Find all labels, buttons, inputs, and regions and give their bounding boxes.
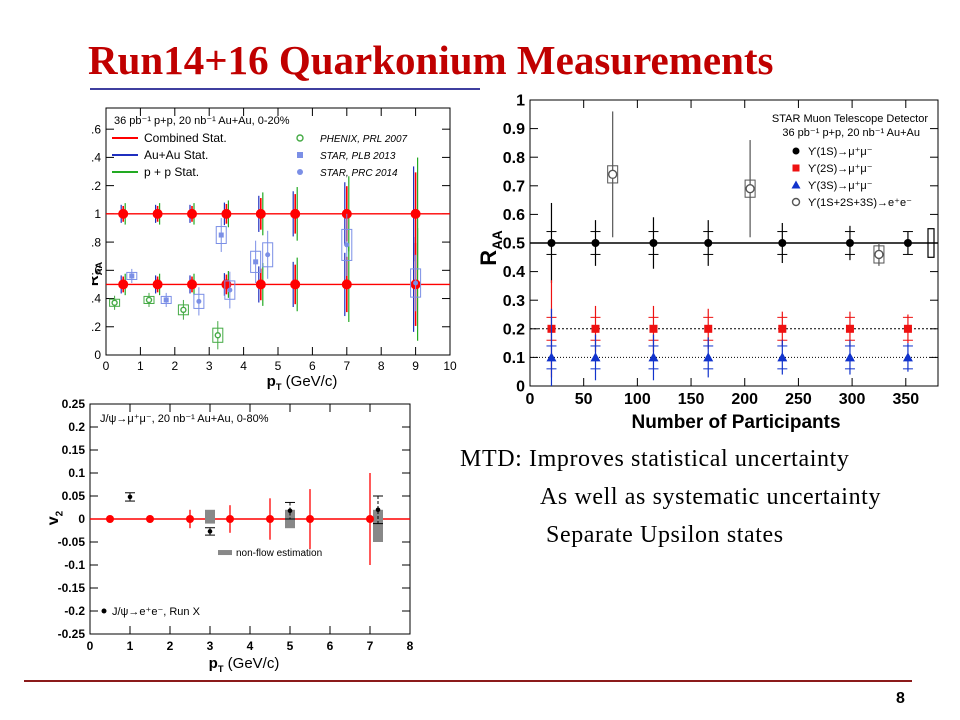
y-tick-label: 0.2 [68,420,85,435]
data-point [904,239,912,247]
plot-frame [106,108,450,355]
y-tick-label: -0.05 [57,535,85,550]
data-point [226,515,234,523]
data-point [846,239,854,247]
legend-label: PHENIX, PRL 2007 [320,134,408,145]
combined-point [256,279,266,289]
y-tick-label: 0.05 [61,489,85,504]
y-tick-label: 0 [516,378,525,396]
data-point [746,185,754,193]
data-point [253,259,258,264]
y-tick-label: 0.2 [502,321,525,339]
data-point [649,239,657,247]
x-tick-label: 3 [205,359,213,373]
x-tick-label: 300 [838,391,866,408]
x-axis-title: $p_T$ (GeV/c) [266,373,338,392]
y-tick-label: 4 [94,150,101,165]
legend-swatch [793,148,800,155]
combined-point [118,279,128,289]
x-tick-label: 9 [412,359,419,373]
x-tick-label: 6 [326,639,334,653]
y-tick-label: 0.1 [502,350,525,367]
run-x-swatch [102,609,107,614]
x-axis-title: Number of Participants [631,412,841,433]
legend-swatch [793,165,800,172]
y-tick-label: -0.25 [57,627,85,642]
data-point [146,515,154,523]
non-flow-label: non-flow estimation [236,548,323,560]
data-point [306,515,314,523]
legend-label: ϒ(3S)→μ⁺μ⁻ [808,180,873,192]
y-tick-label: 2 [94,178,101,193]
x-tick-label: 5 [274,359,282,373]
combined-point [187,209,197,219]
data-point [147,297,152,302]
combined-point [342,279,352,289]
x-tick-label: 4 [240,359,247,373]
legend-label: STAR, PRC 2014 [320,168,398,179]
data-point [215,333,220,338]
x-tick-label: 8 [406,639,414,653]
combined-point [411,209,421,219]
y-tick-label: 0.4 [502,264,525,282]
legend-swatch [793,199,800,206]
x-tick-label: 1 [126,639,134,653]
data-point [208,529,213,534]
y-tick-label: 0.15 [61,443,85,458]
combined-point [118,209,128,219]
note-line-2: As well as systematic uncertainty [540,484,882,510]
raa-vs-npart-chart [480,88,946,436]
combined-point [290,279,300,289]
y-axis-title: AA [94,261,105,276]
y-tick-label: 0.25 [61,398,85,412]
x-tick-label: 0 [525,391,535,408]
y-axis-title: $v_2$ [45,510,66,526]
data-point [366,515,374,523]
data-point [227,288,232,293]
data-point [591,325,599,333]
y-tick-label: 0.3 [502,292,525,310]
x-tick-label: 150 [677,391,705,408]
data-point [704,239,712,247]
data-point [704,325,712,333]
raa-vs-npart-plot [480,88,946,436]
y-tick-label: 0.6 [502,207,525,224]
x-tick-label: 6 [309,359,316,373]
x-axis-title: $p_T$ (GeV/c) [208,655,280,674]
x-tick-label: 8 [377,359,385,373]
data-point [344,242,349,247]
legend-label: Au+Au Stat. [144,148,209,162]
data-point [164,297,169,302]
legend-swatch [297,152,303,158]
chart-header: J/ψ→μ⁺μ⁻, 20 nb⁻¹ Au+Au, 0-80% [100,413,269,425]
note-line-3: Separate Upsilon states [546,522,784,548]
data-point [219,233,224,238]
x-tick-label: 4 [246,639,254,653]
y-tick-label: -0.2 [64,604,85,619]
data-point [181,307,186,312]
run-x-label: J/ψ→e⁺e⁻, Run X [112,606,200,618]
data-point [591,239,599,247]
combined-point [256,209,266,219]
legend-label: p + p Stat. [144,165,200,179]
y-tick-label: 0.9 [502,121,525,139]
x-tick-label: 0 [86,639,94,653]
data-point [904,325,912,333]
raa-vs-pt-plot [92,96,462,392]
x-tick-label: 350 [892,391,920,408]
x-tick-label: 0 [102,359,110,373]
data-point [649,325,657,333]
legend-swatch [297,135,303,141]
y-axis-title: AA [490,230,506,250]
x-tick-label: 2 [171,359,179,373]
y-tick-label: 1 [94,207,101,222]
x-tick-label: 7 [366,639,374,653]
legend-label: ϒ(1S+2S+3S)→e⁺e⁻ [808,197,912,209]
y-tick-label: 0.5 [502,235,525,253]
data-point [413,281,418,286]
data-point [846,325,854,333]
combined-point [221,209,231,219]
y-tick-label: 0.1 [68,466,85,481]
raa-vs-pt-chart [92,96,462,392]
data-point [875,250,883,258]
combined-point [187,279,197,289]
y-tick-label: -0.1 [64,558,85,573]
combined-point [153,279,163,289]
v2-vs-pt-chart [44,398,424,674]
x-tick-label: 100 [624,391,651,408]
y-tick-label: 4 [94,291,101,306]
x-tick-label: 200 [731,391,759,408]
data-point [129,273,134,278]
non-flow-bar [373,510,383,542]
x-tick-label: 1 [137,359,144,373]
x-tick-label: 10 [443,359,457,373]
legend-label: STAR, PLB 2013 [320,151,396,162]
x-tick-label: 250 [785,391,812,408]
chart-header-line: STAR Muon Telescope Detector [771,113,928,125]
x-tick-label: 2 [166,639,174,653]
v2-vs-pt-plot [44,398,424,674]
note-line-1: MTD: Improves statistical uncertainty [460,446,850,472]
y-tick-label: -0.15 [57,581,85,596]
x-tick-label: 50 [574,391,593,408]
legend-label: ϒ(1S)→μ⁺μ⁻ [808,146,873,158]
data-point [609,170,617,178]
y-tick-label: 6 [94,263,101,278]
data-point [266,515,274,523]
y-tick-label: 8 [94,235,101,250]
y-tick-label: 0 [78,512,85,527]
data-point [106,515,114,523]
y-tick-label: 1 [516,92,525,110]
legend-swatch [297,169,303,175]
x-tick-label: 7 [343,359,351,373]
non-flow-swatch [218,550,232,555]
page-number: 8 [896,690,905,707]
data-point [376,508,381,513]
combined-point [153,209,163,219]
x-tick-label: 3 [206,639,214,653]
data-point [112,300,117,305]
data-point [778,239,786,247]
data-point [265,252,270,257]
legend-label: Combined Stat. [144,131,227,145]
y-tick-label: 6 [94,122,101,137]
data-point [547,239,555,247]
data-point [288,508,293,513]
y-tick-label: 0.8 [502,149,525,167]
non-flow-bar [205,510,215,524]
y-tick-label: 0.7 [502,178,525,196]
x-tick-label: 5 [286,639,294,653]
data-point [186,515,194,523]
y-tick-label: 0 [94,348,101,363]
footer-rule [24,680,912,682]
data-point [778,325,786,333]
combined-point [290,209,300,219]
data-point [196,299,201,304]
y-tick-label: 2 [94,319,101,334]
slide-title: Run14+16 Quarkonium Measurements [88,37,774,83]
chart-header-line: 36 pb⁻¹ p+p, 20 nb⁻¹ Au+Au [782,127,920,139]
chart-header: 36 pb⁻¹ p+p, 20 nb⁻¹ Au+Au, 0-20% [114,115,290,127]
data-point [128,495,133,500]
legend-label: ϒ(2S)→μ⁺μ⁻ [808,163,873,175]
